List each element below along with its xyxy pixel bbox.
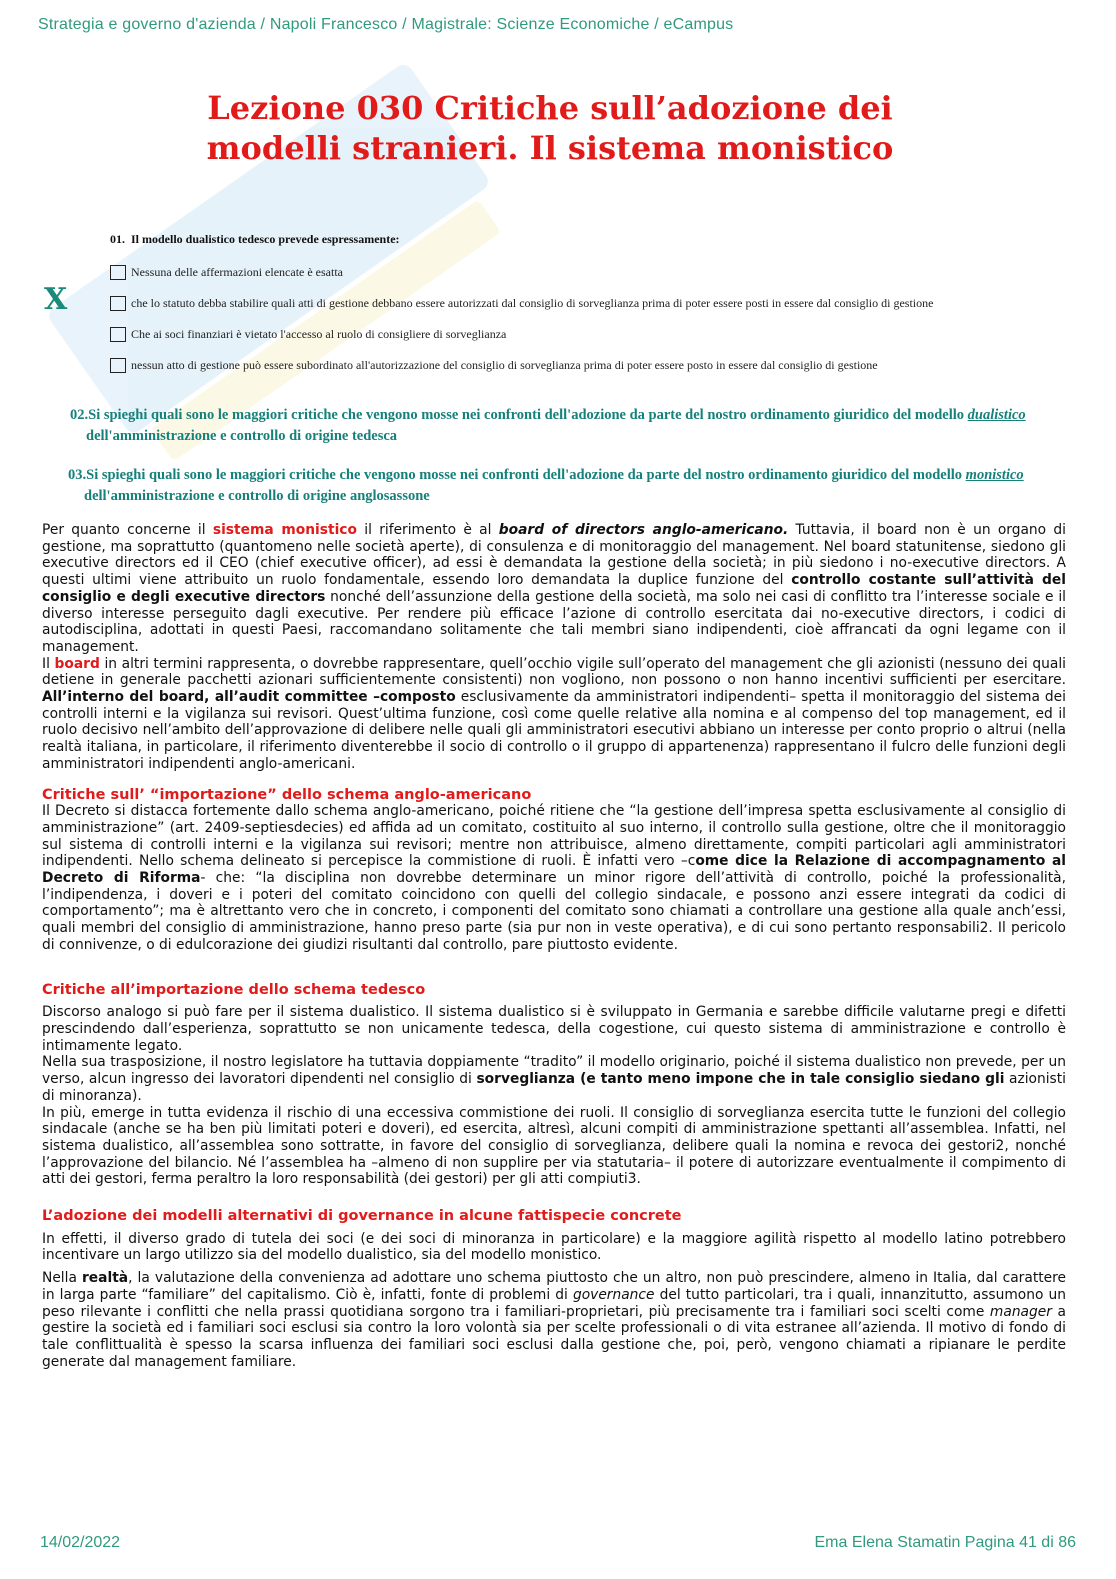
- option-label: Che ai soci finanziari è vietato l'accesso al ruolo di consigliere di sorveglianza: [131, 327, 507, 341]
- paragraph-realta: [42, 1270, 1066, 1370]
- text: azionisti di minoranza).: [42, 1071, 1066, 1104]
- option-3[interactable]: [110, 319, 933, 350]
- paragraph-dualistico: Discorso analogo si può fare per il sistema dualistico. Il sistema dualistico si è sviluppato in Germania e sarebbe difficile valutarne pregi e difetti prescindendo dall’esperienza, soprattutto se non unicamente tedesca, della cogestione, cui questo sistema di amministrazione e controllo è intimamente legato.: [42, 1004, 1066, 1054]
- question-3-text-end: dell'amministrazione e controllo di origine anglosassone: [84, 488, 430, 504]
- question-1-number: 01.: [110, 232, 125, 246]
- question-3-text: Si spieghi quali sono le maggiori critiche che vengono mosse nei confronti dell'adozione da parte del nostro ordinamento giuridico del modello: [86, 467, 966, 483]
- emphasis: All’interno del board, all’audit committee –composto: [42, 689, 456, 706]
- paragraph-trasposizione: [42, 1054, 1066, 1104]
- emphasis: realtà: [82, 1270, 129, 1287]
- text: Nella: [42, 1270, 82, 1287]
- option-label: che lo statuto debba stabilire quali atti di gestione debbano essere autorizzati dal consiglio di sorveglianza prima di poter essere posti in essere dal consiglio di gestione: [131, 296, 934, 310]
- paragraph-decreto: [42, 803, 1066, 953]
- text: a gestire la società ed i familiari soci esclusi sia contro la loro volontà sia per scelte professionali o di vita estranee all’azienda. Il motivo di fondo di tale conflittualità è spesso la scarsa influenza dei familiari soci esclusi dalla gestione che, poi, però, vengono chiamati a ripianare le perdite generate dal management familiare.: [42, 1303, 1066, 1370]
- text: , la valutazione della convenienza ad adottare uno schema piuttosto che un altro, non può prescindere, almeno in Italia, dal carattere in larga parte “familiare” del capitalismo. Ciò è, infatti, fonte di problemi di: [42, 1270, 1066, 1303]
- answer-body: [42, 522, 1066, 1370]
- text: Il: [42, 655, 55, 672]
- question-3-emphasis: monistico: [965, 467, 1024, 483]
- option-1[interactable]: [110, 257, 933, 288]
- question-2-text-end: dell'amministrazione e controllo di origine tedesca: [86, 428, 398, 444]
- highlight: sistema monistico: [212, 522, 357, 538]
- question-1: [110, 232, 933, 381]
- section-heading-tedesco: Critiche all’importazione dello schema tedesco: [42, 981, 426, 998]
- text: del tutto particolari, tra i quali, innanzitutto, assumono un peso rilevante i conflitti che nella prassi quotidiana sorgono tra i familiari-proprietari, più precisamente tra i familiari soci scelti come: [42, 1286, 1066, 1320]
- emphasis: controllo costante sull’attività del consiglio e degli executive directors: [42, 572, 1066, 605]
- text: - che: “la disciplina non dovrebbe determinare un minor rigore dell’attività di controllo, poiché la professionalità, l’indipendenza, i doveri e i poteri del comitato coincidono con quelli del collegio sindacale, e possono anzi essere integrati da codici di comportamento”; ma è altrettanto vero che in concreto, i componenti del comitato sono chiamati a controllare una gestione alla quale anch’essi, quali membri del consiglio di amministrazione, hanno preso parte (sia pur non in veste operativa), e di cui sono pertanto responsabili2. Il pericolo di connivenze, o di edulcorazione dei giudizi risultanti dal controllo, pare piuttosto evidente.: [42, 870, 1066, 953]
- emphasis: board of directors anglo-americano.: [498, 522, 789, 538]
- question-2-text: Si spieghi quali sono le maggiori critiche che vengono mosse nei confronti dell'adozione da parte del nostro ordinamento giuridico del modello: [88, 407, 968, 423]
- checkbox[interactable]: [110, 265, 126, 280]
- emphasis: sorveglianza (e tanto meno impone che in tale consiglio siedano gli: [476, 1071, 1005, 1088]
- checkbox[interactable]: [110, 358, 126, 373]
- option-2[interactable]: [110, 288, 933, 319]
- text: Il Decreto si distacca fortemente dallo schema anglo-americano, poiché ritiene che “la gestione dell’impresa spetta esclusivamente al consiglio di amministrazione” (art. 2409-septiesdecies) ed affida ad un comitato, costituito al suo interno, il controllo sulla gestione, oltre che il monitoraggio sul sistema di controlli interni e la vigilanza sui revisori; mentre non attribuisce, almeno direttamente, compiti particolari agli amministratori indipendenti. Nello schema delineato si percepisce la commistione di ruoli. È infatti vero –c: [42, 803, 1066, 870]
- text: il riferimento è al: [356, 522, 499, 538]
- lesson-title: [0, 88, 1100, 168]
- question-3-number: 03.: [68, 467, 87, 483]
- text: Nella sua trasposizione, il nostro legislatore ha tuttavia doppiamente “tradito” il modello originario, poiché il sistema dualistico non prevede, per un verso, alcun ingresso dei lavoratori dipendenti nel consiglio di: [42, 1054, 1066, 1088]
- question-3: [68, 465, 1064, 507]
- question-2-number: 02.: [70, 407, 89, 423]
- checkbox[interactable]: [110, 296, 126, 311]
- text: Tuttavia, il board non è un organo di gestione, ma soprattutto (quantomeno nelle società aperte), di consulenza e di monitoraggio del management. Nel board statunitense, siedono gli executive directors ed il CEO (chief executive officer), ad essi è demandata la gestione della società; in più siedono i no-executive directors. A questi ultimi viene attribuito un ruolo fondamentale, essendo loro demandata la duplice funzione del: [42, 522, 1066, 589]
- emphasis: ome dice la Relazione di accompagnamento al Decreto di Riforma: [42, 853, 1066, 887]
- text: esclusivamente da amministratori indipendenti– spetta il monitoraggio del sistema dei controlli interni e la vigilanza sui revisori. Quest’ultima funzione, così come quelle relative alla nomina e al compenso del top management, ed il ruolo decisivo nell’ambito dell’approvazione di delibere nelle quali gli amministratori esecutivi abbiano un interesse per conto proprio o altrui (nella realtà italiana, in particolare, il riferimento diventerebbe il socio di controllo o il gruppo di appartenenza) rappresentano il fulcro delle funzioni degli amministratori indipendenti anglo-americani.: [42, 689, 1067, 772]
- question-2-emphasis: dualistico: [967, 407, 1026, 423]
- paragraph-tutela: In effetti, il diverso grado di tutela dei soci (e dei soci di minoranza in particolare) e la maggiore agilità rispetto al modello latino potrebbero incentivare un largo utilizzo sia del modello dualistico, sia del modello monistico.: [42, 1230, 1066, 1264]
- paragraph-commistione: In più, emerge in tutta evidenza il rischio di una eccessiva commistione dei ruoli. Il consiglio di sorveglianza esercita tutte le funzioni del collegio sindacale (anche se ha ben più limitati poteri e doveri), ed esercita, altresì, alcuni compiti di amministrazione spettanti all’assemblea. Infatti, nel sistema dualistico, all’assemblea sono sottratte, in favore del consiglio di sorveglianza, delibere quali la nomina e revoca dei gestori2, nonché l’approvazione del bilancio. Né l’assemblea ha –almeno di non supplire per via statutaria– il potere di autorizzare eventualmente il compimento di atti dei gestori, ferma peraltro la loro responsabilità (dei gestori) per gli atti compiuti3.: [42, 1104, 1066, 1188]
- lesson-title-line-1: Lezione 030 Critiche sull’adozione dei: [207, 89, 893, 127]
- question-1-label: Il modello dualistico tedesco prevede espressamente:: [131, 232, 400, 246]
- highlight: board: [54, 655, 100, 672]
- footer-date: 14/02/2022: [40, 1534, 121, 1551]
- option-label: nessun atto di gestione può essere subordinato all'autorizzazione del consiglio di sorveglianza prima di poter essere posto in essere dal consiglio di gestione: [131, 358, 878, 372]
- page-header: Strategia e governo d'azienda / Napoli Francesco / Magistrale: Scienze Economiche / eCampus: [38, 16, 734, 33]
- footer-page: Ema Elena Stamatin Pagina 41 di 86: [814, 1534, 1076, 1551]
- option-4[interactable]: [110, 350, 933, 381]
- section-heading-adozione: L’adozione dei modelli alternativi di governance in alcune fattispecie concrete: [42, 1208, 682, 1225]
- question-2: [70, 405, 1066, 447]
- paragraph-board: [42, 656, 1066, 773]
- emphasis: governance: [572, 1286, 655, 1303]
- emphasis: manager: [989, 1303, 1052, 1320]
- lesson-title-line-2: modelli stranieri. Il sistema monistico: [206, 129, 894, 167]
- paragraph-monistic: [42, 522, 1066, 656]
- section-heading-anglo: Critiche sull’ “importazione” dello schema anglo-americano: [42, 786, 532, 803]
- question-1-text: [110, 232, 933, 247]
- text: nonché dell’assunzione della gestione della società, ma solo nei casi di conflitto tra l’interesse sociale e il diverso interesse perseguito dagli executive. Per rendere più efficace l’azione di controllo esercitata dai no-executive directors, i codici di autodisciplina, adottati in questi Paesi, raccomandano solitamente che tali membri siano indipendenti, cioè affrancati da ogni legame con il management.: [42, 588, 1067, 655]
- option-label: Nessuna delle affermazioni elencate è esatta: [131, 265, 343, 279]
- text: in altri termini rappresenta, o dovrebbe rappresentare, quell’occhio vigile sull’operato del management che gli azionisti (nessuno dei quali detiene in generale pacchetti azionari sufficientemente consistenti) non vogliono, non possono o non hanno incentivi sufficienti per esercitare.: [42, 655, 1066, 689]
- checkbox[interactable]: [110, 327, 126, 342]
- answer-mark: X: [44, 282, 68, 317]
- text: Per quanto concerne il: [42, 522, 213, 538]
